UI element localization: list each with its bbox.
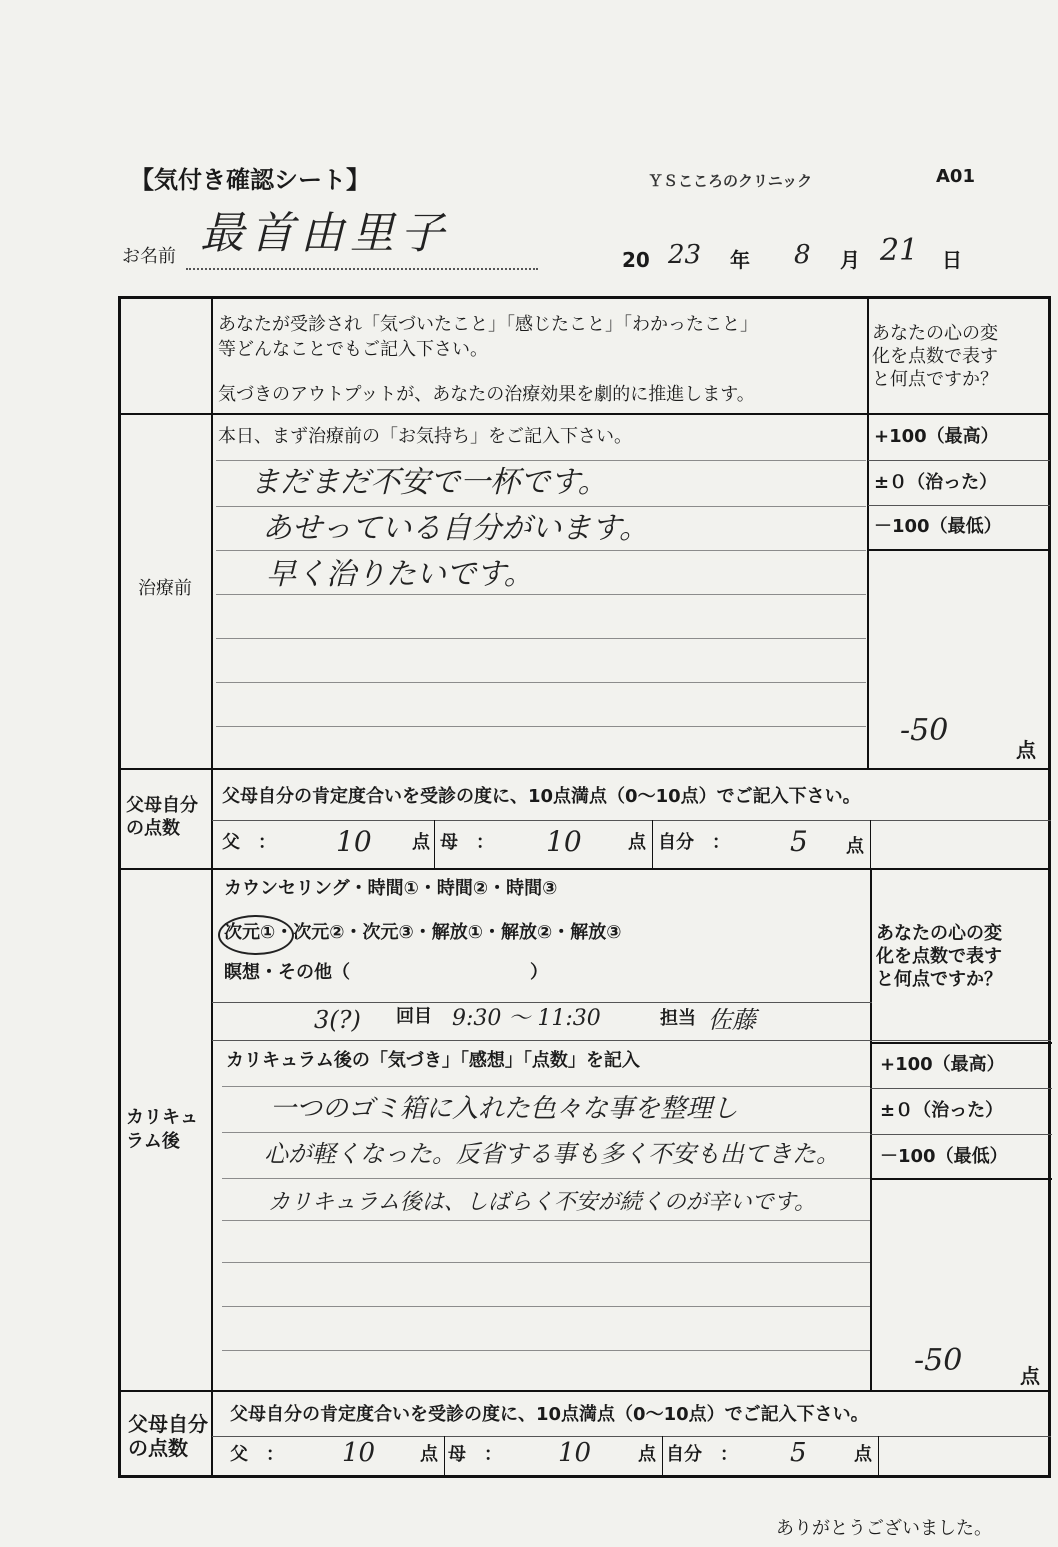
scale-min-1: －100（最低） bbox=[874, 516, 1002, 537]
day-label: 日 bbox=[942, 248, 962, 272]
scale-max-1: +100（最高） bbox=[874, 426, 999, 447]
name-label: お名前 bbox=[122, 246, 176, 267]
father-label-1: 父 ： bbox=[222, 832, 276, 853]
parent-score-label-1: 父母自分 の点数 bbox=[126, 795, 198, 839]
selected-option-circle bbox=[218, 915, 294, 955]
scale-mid-1: ±０（治った） bbox=[874, 472, 998, 493]
session-options-line-1: カウンセリング・時間①・時間②・時間③ bbox=[224, 878, 558, 899]
thank-you-footer: ありがとうございました。 bbox=[776, 1518, 992, 1539]
session-count-label: 回目 bbox=[396, 1006, 432, 1027]
after-note-3: カリキュラム後は、しばらく不安が続くのが辛いです。 bbox=[268, 1190, 817, 1215]
scale-min-2: －100（最低） bbox=[880, 1146, 1008, 1167]
mother-unit-1: 点 bbox=[628, 832, 646, 853]
session-time: 9:30 ～ 11:30 bbox=[452, 1006, 601, 1031]
score-question-2: あなたの心の変 化を点数で表す と何点ですか？ bbox=[876, 923, 1002, 990]
self-unit-2: 点 bbox=[854, 1444, 872, 1465]
self-score-2: 5 bbox=[790, 1438, 807, 1468]
mother-unit-2: 点 bbox=[638, 1444, 656, 1465]
year-label: 年 bbox=[730, 248, 750, 272]
session-options-line-2: 次元①・次元②・次元③・解放①・解放②・解放③ bbox=[224, 922, 622, 943]
mother-label-1: 母 ： bbox=[440, 832, 494, 853]
father-score-1: 10 bbox=[336, 825, 372, 858]
score-question-1: あなたの心の変 化を点数で表す と何点ですか？ bbox=[872, 323, 998, 390]
curriculum-label: カリキュ ラム後 bbox=[126, 1107, 198, 1152]
intro-line-2: 等どんなことでもご記入下さい。 bbox=[218, 339, 488, 360]
intro-line-3: 気づきのアウトプットが、あなたの治療効果を劇的に推進します。 bbox=[218, 384, 755, 405]
year-prefix: 20 bbox=[622, 248, 650, 272]
after-note-1: 一つのゴミ箱に入れた色々な事を整理し bbox=[270, 1094, 739, 1124]
self-score-1: 5 bbox=[790, 825, 808, 858]
father-score-2: 10 bbox=[342, 1438, 376, 1468]
before-score-unit: 点 bbox=[1016, 738, 1036, 762]
mother-label-2: 母 ： bbox=[448, 1444, 502, 1465]
staff-name: 佐藤 bbox=[708, 1006, 756, 1034]
after-score-unit: 点 bbox=[1020, 1364, 1040, 1388]
mother-score-1: 10 bbox=[546, 825, 582, 858]
before-treatment-label: 治療前 bbox=[138, 578, 192, 599]
session-count: 3(?) bbox=[314, 1006, 361, 1034]
form-code: A01 bbox=[936, 166, 975, 187]
father-unit-1: 点 bbox=[412, 832, 430, 853]
intro-divider bbox=[118, 413, 1051, 415]
before-note-1: まだまだ不安で一杯です。 bbox=[250, 465, 608, 500]
session-options-line-3: 瞑想・その他（ ） bbox=[224, 962, 548, 983]
parent-score-prompt-1: 父母自分の肯定度合いを受診の度に、10点満点（0～10点）でご記入下さい。 bbox=[222, 786, 861, 807]
parent-1-divider bbox=[118, 868, 1051, 870]
self-unit-1: 点 bbox=[846, 836, 864, 857]
name-underline bbox=[186, 268, 538, 270]
before-score-value: -50 bbox=[900, 713, 949, 748]
self-label-1: 自分 ： bbox=[658, 832, 730, 853]
sheet-title: 【気付き確認シート】 bbox=[130, 166, 370, 194]
after-prompt: カリキュラム後の「気づき」「感想」「点数」を記入 bbox=[226, 1050, 640, 1071]
after-score-value: -50 bbox=[914, 1343, 963, 1378]
intro-line-1: あなたが受診され「気づいたこと」「感じたこと」「わかったこと」 bbox=[218, 314, 758, 335]
scale-max-2: +100（最高） bbox=[880, 1054, 1005, 1075]
month-value: 8 bbox=[794, 240, 811, 270]
father-unit-2: 点 bbox=[420, 1444, 438, 1465]
curriculum-divider bbox=[118, 1390, 1051, 1392]
scale-mid-2: ±０（治った） bbox=[880, 1100, 1004, 1121]
after-note-2: 心が軽くなった。反省する事も多く不安も出てきた。 bbox=[264, 1140, 840, 1168]
before-note-3: 早く治りたいです。 bbox=[266, 557, 534, 592]
score-column-divider-1 bbox=[867, 298, 869, 768]
parent-score-prompt-2: 父母自分の肯定度合いを受診の度に、10点満点（0～10点）でご記入下さい。 bbox=[230, 1404, 869, 1425]
month-label: 月 bbox=[840, 248, 860, 272]
year-value: 23 bbox=[668, 240, 702, 270]
day-value: 21 bbox=[880, 233, 919, 268]
staff-label: 担当 bbox=[660, 1008, 696, 1029]
self-label-2: 自分 ： bbox=[666, 1444, 738, 1465]
score-column-divider-2 bbox=[870, 870, 872, 1390]
parent-score-label-2: 父母自分 の点数 bbox=[128, 1412, 208, 1460]
patient-name: 最首由里子 bbox=[200, 208, 450, 259]
label-column-divider bbox=[211, 298, 213, 1476]
clinic-name: ＹＳこころのクリニック bbox=[648, 172, 813, 190]
father-label-2: 父 ： bbox=[230, 1444, 284, 1465]
before-note-2: あせっている自分がいます。 bbox=[262, 511, 649, 546]
before-prompt: 本日、まず治療前の「お気持ち」をご記入下さい。 bbox=[218, 426, 632, 447]
mother-score-2: 10 bbox=[558, 1438, 592, 1468]
before-divider bbox=[118, 768, 1051, 770]
